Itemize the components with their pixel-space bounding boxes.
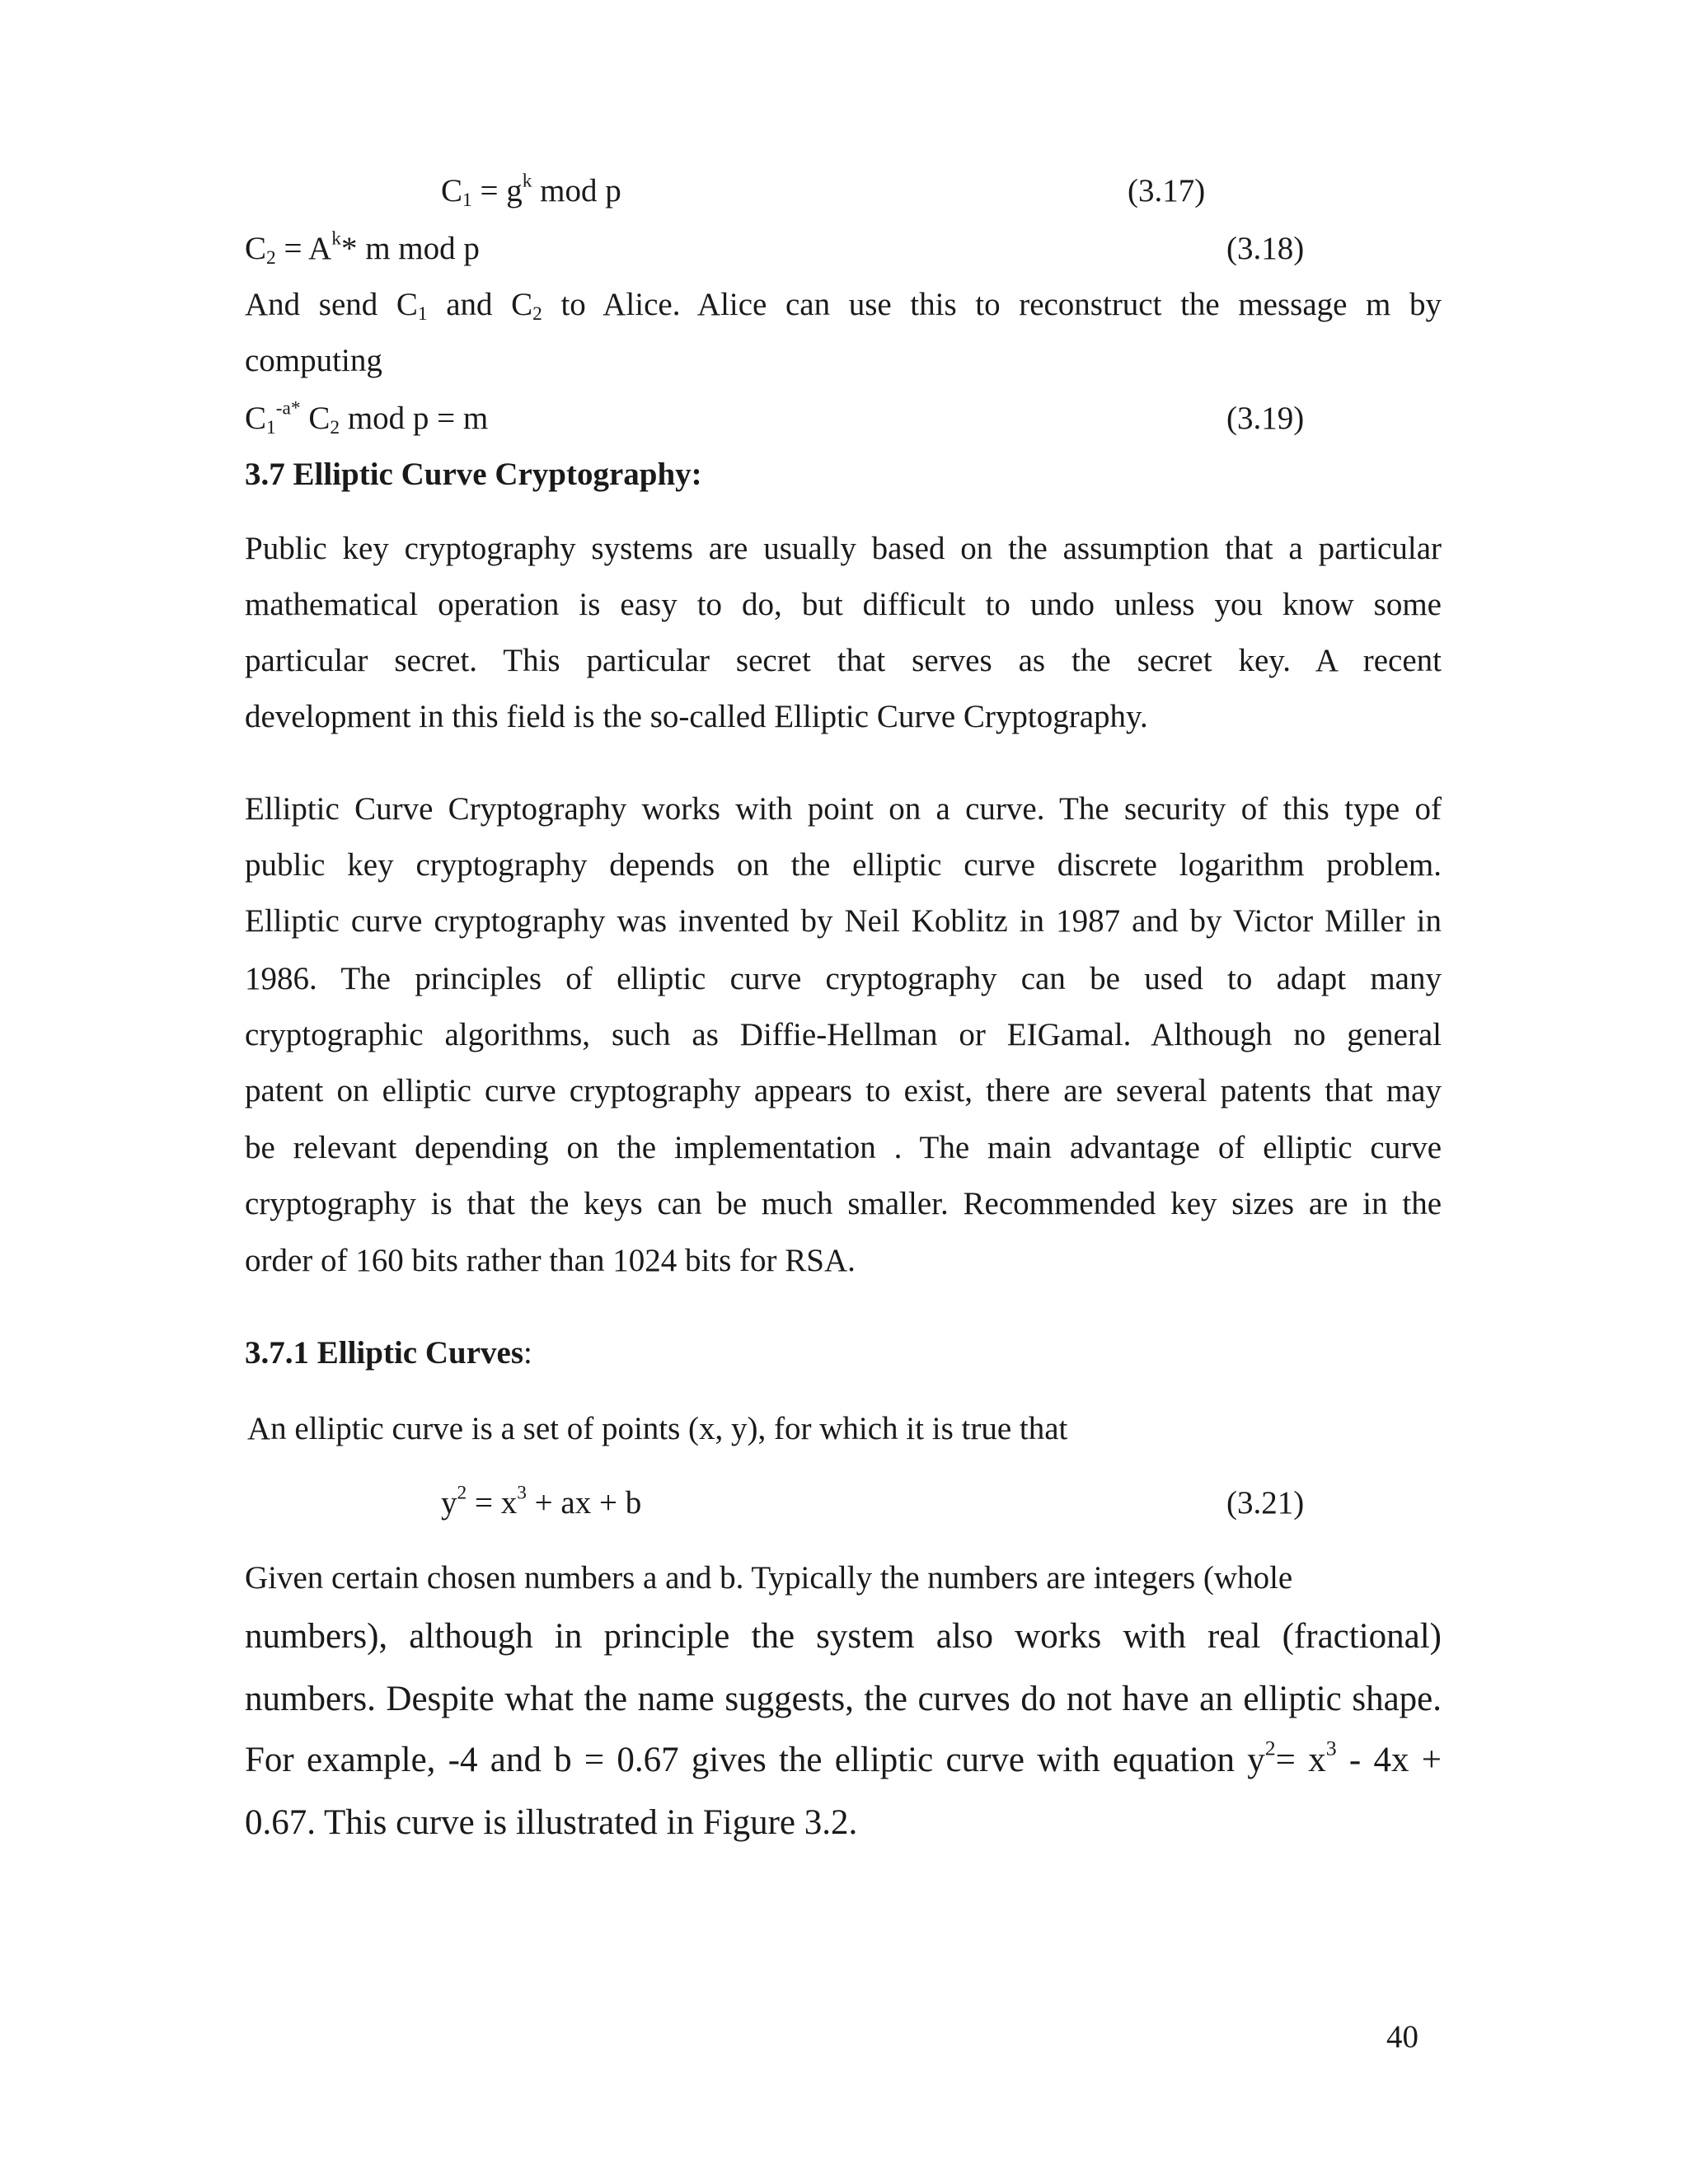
text-run: and C [427, 287, 533, 322]
subscript: 2 [532, 302, 542, 325]
superscript: 2 [1264, 1736, 1276, 1760]
eq-symbol: C [245, 401, 267, 436]
para2-line: cryptographic algorithms, such as Diffie-Hellman or EIGamal. Although no general [245, 1017, 1442, 1052]
para2-line: 1986. The principles of elliptic curve cryptography can be used to adapt many [245, 961, 1442, 996]
heading-colon: : [523, 1335, 532, 1371]
eq-text: + ax + b [526, 1485, 642, 1521]
eq-symbol: = g [471, 173, 523, 209]
text-run: And send C [245, 287, 418, 322]
page-number: 40 [1386, 2019, 1418, 2055]
text-run: = x [1275, 1741, 1326, 1779]
eq-subscript: 1 [462, 189, 472, 211]
equation-3-18 [245, 227, 480, 269]
equation-3-17 [441, 170, 621, 211]
heading-text: 3.7.1 Elliptic Curves [245, 1335, 523, 1371]
eq-text: mod p = m [340, 401, 489, 436]
eq-superscript: -a* [275, 397, 301, 419]
para2-line: be relevant depending on the implementation . The main advantage of elliptic curve [245, 1130, 1442, 1165]
equation-3-19 [245, 397, 489, 438]
equation-number-3-18: (3.18) [1226, 231, 1305, 266]
eq-superscript: 2 [457, 1482, 467, 1504]
para4-line: numbers. Despite what the name suggests, the curves do not have an elliptic shape. [245, 1680, 1442, 1718]
superscript: 3 [1325, 1736, 1337, 1760]
para2-line: cryptography is that the keys can be much smaller. Recommended key sizes are in the [245, 1186, 1442, 1221]
eq-symbol: C [300, 401, 331, 436]
para1-line: development in this field is the so-called Elliptic Curve Cryptography. [245, 699, 1148, 734]
para4-line: numbers), although in principle the system also works with real (fractional) [245, 1617, 1442, 1656]
para2-line: order of 160 bits rather than 1024 bits for RSA. [245, 1243, 856, 1278]
para3-line: An elliptic curve is a set of points (x, y), for which it is true that [247, 1411, 1068, 1446]
section-heading-3-7-1 [245, 1337, 532, 1369]
equation-number-3-17: (3.17) [1128, 173, 1206, 209]
eq-superscript: 3 [517, 1482, 527, 1504]
eq-symbol: C [441, 173, 463, 209]
eq-symbol: y [441, 1485, 457, 1521]
eq-superscript: k [522, 170, 532, 192]
send-line [245, 287, 1442, 325]
equation-3-21 [441, 1482, 642, 1521]
para4-line: 0.67. This curve is illustrated in Figure 3.2. [245, 1803, 858, 1842]
para4-line: Given certain chosen numbers a and b. Typically the numbers are integers (whole [245, 1560, 1293, 1596]
text-run: - 4x + [1336, 1741, 1442, 1779]
equation-number-3-21: (3.21) [1226, 1485, 1305, 1521]
eq-superscript: k [331, 227, 341, 250]
eq-symbol: = A [275, 231, 332, 266]
para2-line: Elliptic curve cryptography was invented by Neil Koblitz in 1987 and by Victor Miller in [245, 903, 1442, 939]
para1-line: Public key cryptography systems are usually based on the assumption that a particular [245, 531, 1442, 566]
eq-subscript: 1 [266, 416, 276, 438]
text-run: For example, -4 and b = 0.67 gives the elliptic curve with equation y [245, 1741, 1265, 1779]
para4-line [245, 1736, 1442, 1779]
text-run: to Alice. Alice can use this to reconstruct the message m by [542, 287, 1442, 322]
para2-line: patent on elliptic curve cryptography appears to exist, there are several patents that may [245, 1073, 1442, 1108]
eq-symbol: C [245, 231, 267, 266]
eq-subscript: 2 [330, 416, 340, 438]
para1-line: mathematical operation is easy to do, but difficult to undo unless you know some [245, 587, 1442, 622]
eq-symbol: = x [467, 1485, 518, 1521]
para1-line: particular secret. This particular secret that serves as the secret key. A recent [245, 643, 1442, 678]
eq-subscript: 2 [266, 246, 276, 269]
eq-text: * m mod p [340, 231, 480, 266]
para2-line: public key cryptography depends on the elliptic curve discrete logarithm problem. [245, 847, 1442, 883]
equation-number-3-19: (3.19) [1226, 401, 1305, 436]
eq-text: mod p [532, 173, 621, 209]
send-line-continuation: computing [245, 343, 382, 378]
subscript: 1 [417, 302, 428, 325]
para2-line: Elliptic Curve Cryptography works with point on a curve. The security of this type of [245, 791, 1442, 827]
section-heading-3-7: 3.7 Elliptic Curve Cryptography: [245, 457, 702, 492]
